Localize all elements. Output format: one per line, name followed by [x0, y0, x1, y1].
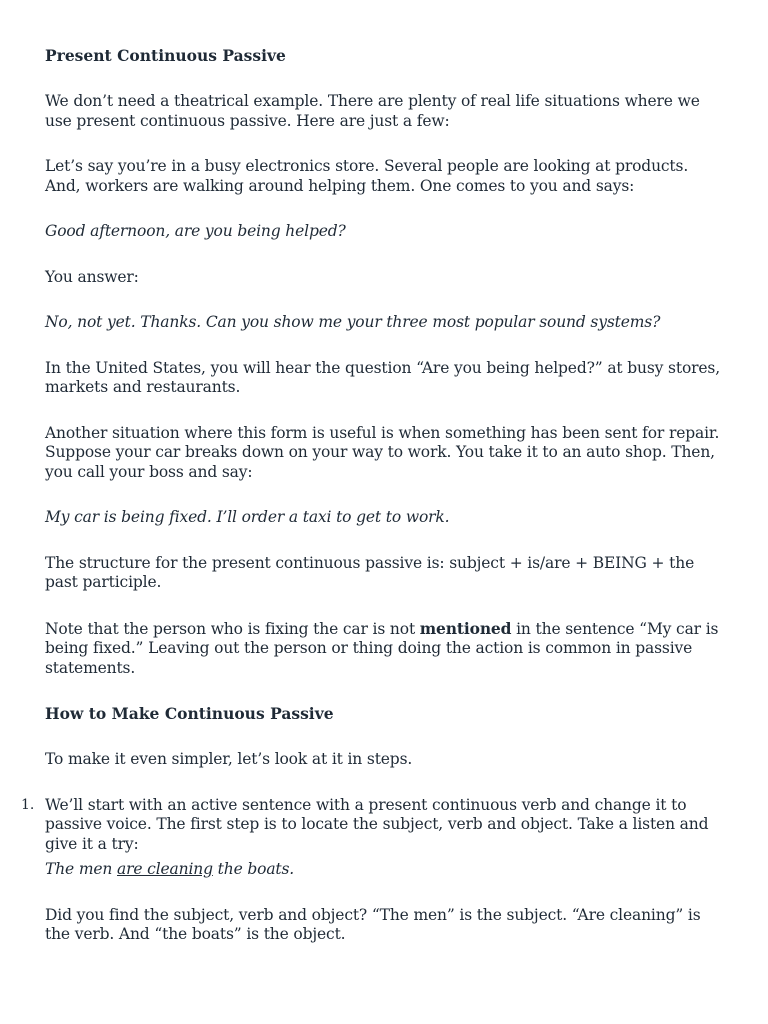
example-car: My car is being fixed. I’ll order a taxi to get to work.	[45, 508, 450, 526]
paragraph-answer: You answer:	[45, 267, 139, 286]
paragraph-repair: Another situation where this form is useful is when something has been sent for repair. Suppose your car breaks down on your way to work. You take it to an auto shop. Then, you call your boss and say:	[45, 423, 720, 481]
example-part-before: The men	[45, 860, 118, 878]
paragraph-store: Let’s say you’re in a busy electronics store. Several people are looking at products. And, workers are walking around helping them. One comes to you and says:	[45, 157, 689, 195]
note-bold-word: mentioned	[419, 618, 512, 638]
document-body	[21, 46, 725, 945]
list-number: 1.	[21, 796, 35, 813]
paragraph-intro: We don’t need a theatrical example. There are plenty of real life situations where we use present continuous passive. Here are just a few:	[45, 92, 700, 130]
example-reply: No, not yet. Thanks. Can you show me your three most popular sound systems?	[45, 313, 661, 331]
paragraph-answer-explanation: Did you find the subject, verb and object? “The men” is the subject. “Are cleaning” is the verb. And “the boats” is the object.	[45, 905, 701, 943]
example-greeting: Good afternoon, are you being helped?	[45, 222, 346, 240]
paragraph-note	[45, 619, 725, 679]
step-text: We’ll start with an active sentence with a present continuous verb and change it to passive voice. The first step is to locate the subject, verb and object. Take a listen and give it a try:	[45, 795, 709, 853]
paragraph-us: In the United States, you will hear the question “Are you being helped?” at busy stores, markets and restaurants.	[45, 358, 720, 396]
page-title: Present Continuous Passive	[45, 46, 286, 65]
paragraph-steps: To make it even simpler, let’s look at it in steps.	[45, 750, 413, 768]
example-underlined-verb: are cleaning	[117, 860, 213, 878]
note-text-after: in the sentence “My car is being fixed.” Leaving out the person or thing doing the action is common in passive statements.	[45, 619, 719, 677]
step-list-item	[21, 795, 725, 945]
step-example	[45, 860, 725, 880]
note-text-before: Note that the person who is fixing the car is not	[45, 619, 420, 638]
paragraph-structure: The structure for the present continuous passive is: subject + is/are + BEING + the past participle.	[45, 553, 695, 591]
section-heading: How to Make Continuous Passive	[45, 704, 334, 723]
example-part-after: the boats.	[212, 860, 295, 878]
